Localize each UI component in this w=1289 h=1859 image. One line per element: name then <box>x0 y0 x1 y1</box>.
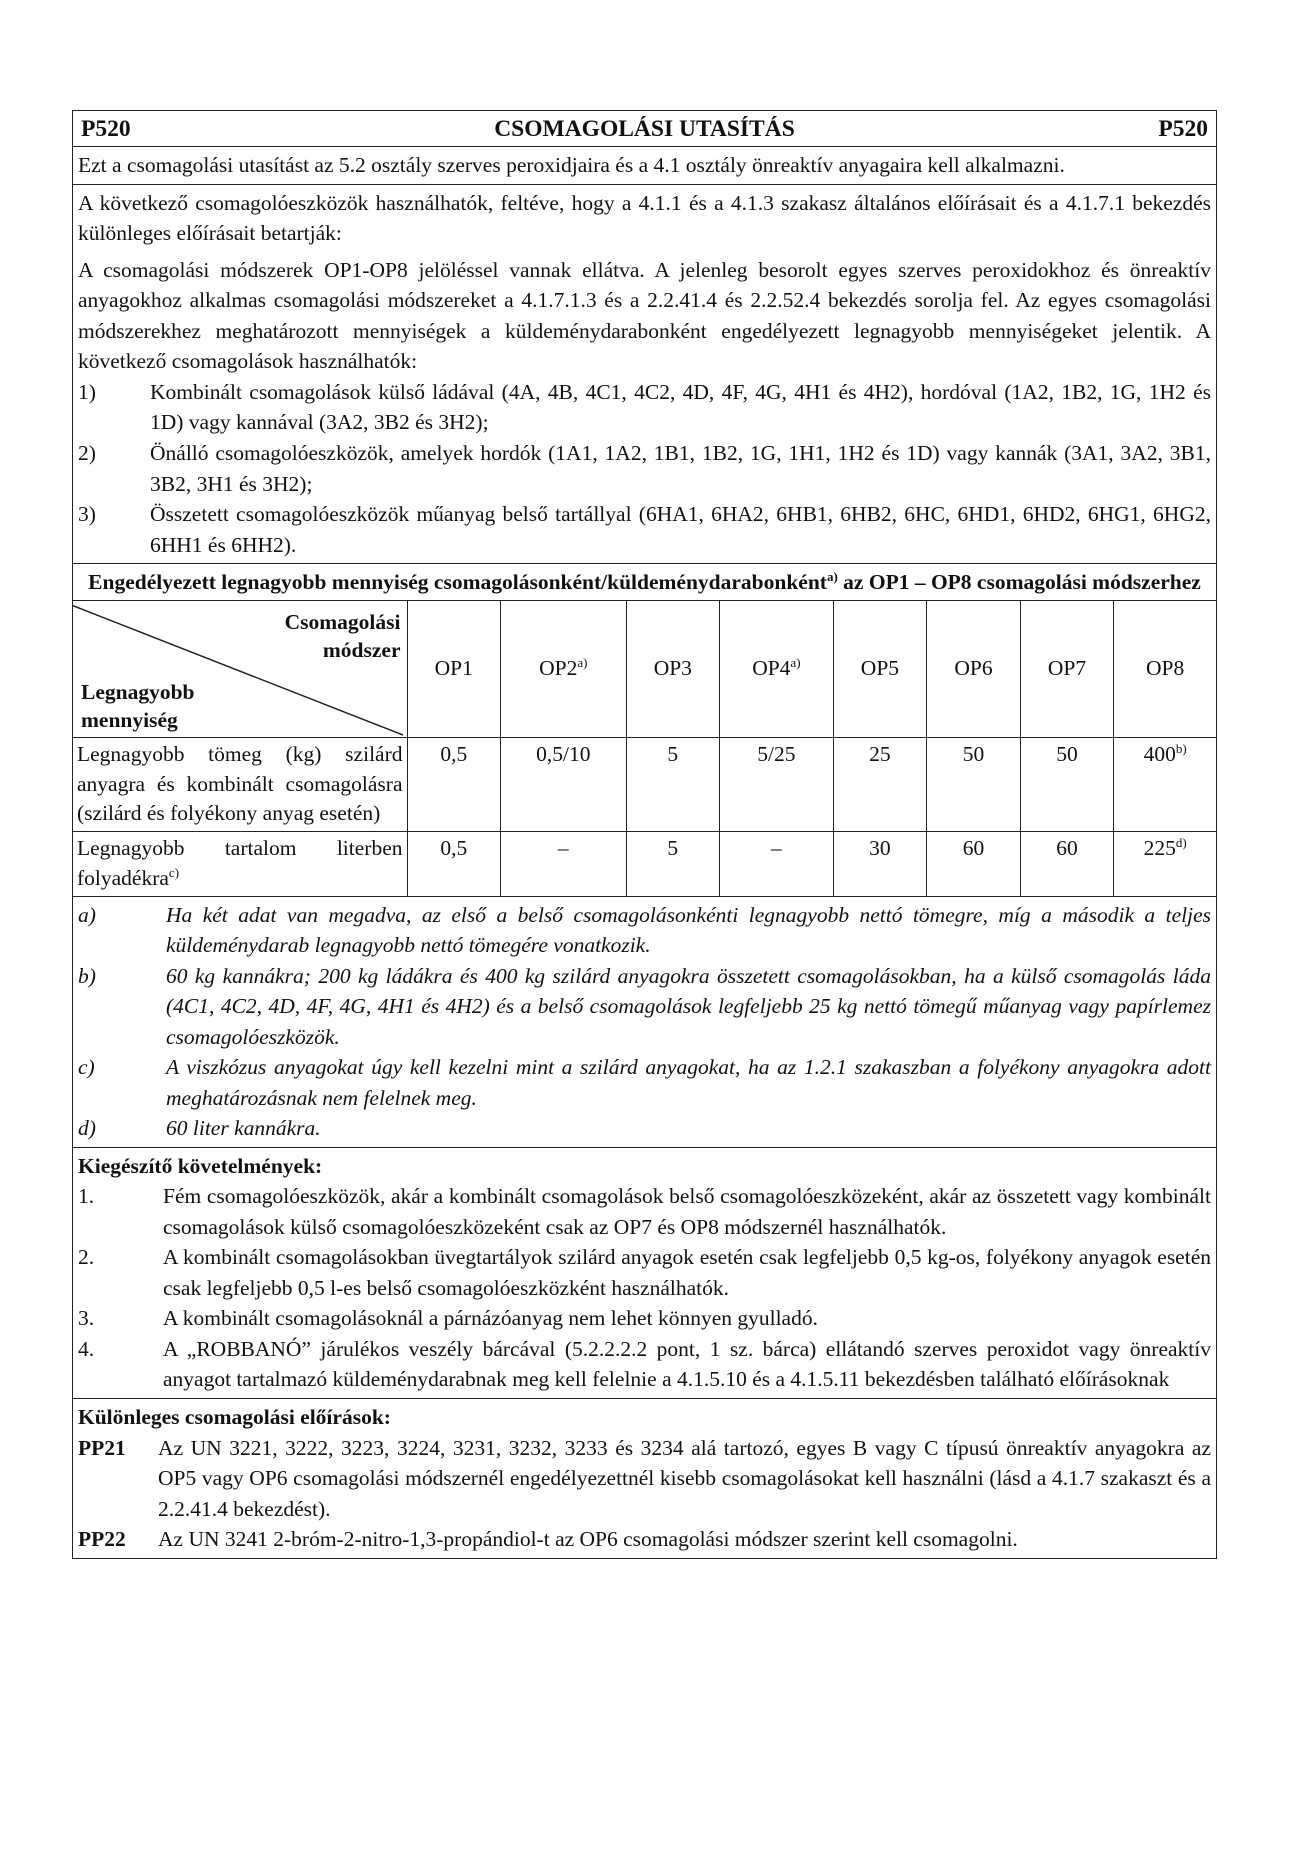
list-item-text: A „ROBBANÓ” járulékos veszély bárcával (5.2.2.2.2 pont, 1 sz. bárca) ellátandó szerves peroxidot vagy önreaktív anyagot tartalmazó küldeménydarabnak meg kell felelnie a 4.1.5.10 és a 4.1.5.11 bekezdésben található előírásoknak <box>163 1336 1211 1392</box>
conditions-paragraph: A következő csomagolóeszközök használhatók, feltéve, hogy a 4.1.1 és a 4.1.3 szakasz általános előírásait és a 4.1.7.1 bekezdés különleges előírásait betartják: <box>78 190 1211 246</box>
footnote-key: d) <box>78 1116 96 1141</box>
scope-paragraph: Ezt a csomagolási utasítást az 5.2 osztály szerves peroxidjaira és a 4.1 osztály önreaktív anyagaira kell alkalmazni. <box>73 147 1216 185</box>
table-cell: 60 <box>927 832 1021 896</box>
list-item-number: 2. <box>78 1245 95 1270</box>
table-cell: 0,5/10 <box>501 738 626 832</box>
list-item-text: Összetett csomagolóeszközök műanyag belső tartállyal (6HA1, 6HA2, 6HB1, 6HB2, 6HC, 6HD1, 6HD2, 6HG1, 6HG2, 6HH1 és 6HH2). <box>150 502 1211 557</box>
list-item <box>78 377 1211 438</box>
document-header <box>73 111 1216 147</box>
table-cell: 50 <box>927 738 1021 832</box>
footnote <box>78 900 1211 961</box>
provision-code: PP21 <box>78 1435 126 1460</box>
footnote-key: c) <box>78 1055 95 1080</box>
footnote-text: 60 kg kannákra; 200 kg ládákra és 400 kg szilárd anyagokra összetett csomagolásokban, ha a külső csomagolás láda (4C1, 4C2, 4D, 4F, 4G, 4H1 és 4H2) és a belső csomagolások legfeljebb 25 kg nettó tömegű műanyag vagy papírlemez csomagolóeszközök. <box>166 963 1211 1049</box>
corner-header-cell <box>73 601 407 738</box>
provision-text: Az UN 3241 2-bróm-2-nitro-1,3-propándiol-t az OP6 csomagolási módszer szerint kell csomagolni. <box>158 1527 1018 1552</box>
table-header-row <box>73 601 1216 738</box>
column-header-op5: OP5 <box>833 601 927 738</box>
footnote-key: a) <box>78 902 96 927</box>
table-cell: 25 <box>833 738 927 832</box>
table-footnotes <box>73 897 1216 1148</box>
header-right-code: P520 <box>1158 116 1208 142</box>
list-item-number: 1. <box>78 1184 95 1209</box>
supplementary-title: Kiegészítő követelmények: <box>78 1153 323 1178</box>
provision-item <box>78 1524 1211 1555</box>
list-item-text: A kombinált csomagolásoknál a párnázóanyag nem lehet könnyen gyulladó. <box>163 1306 818 1331</box>
column-header-op6: OP6 <box>927 601 1021 738</box>
provision-code: PP22 <box>78 1527 126 1552</box>
table-cell: 0,5 <box>407 832 501 896</box>
table-cell: – <box>501 832 626 896</box>
quantity-table-title <box>73 564 1216 601</box>
table-title-part1: Engedélyezett legnagyobb mennyiség csomagolásonként/küldeménydarabonként <box>88 570 827 595</box>
footnote-key: b) <box>78 963 96 988</box>
footnote-text: 60 liter kannákra. <box>166 1116 321 1141</box>
list-item-text: Kombinált csomagolások külső ládával (4A, 4B, 4C1, 4C2, 4D, 4F, 4G, 4H1 és 4H2), hordóval (1A2, 1B2, 1G, 1H2 és 1D) vagy kannával (3A2, 3B2 és 3H2); <box>150 379 1211 435</box>
special-packing-provisions <box>73 1399 1216 1558</box>
provision-item <box>78 1433 1211 1525</box>
footnote <box>78 1052 1211 1113</box>
table-row <box>73 832 1216 896</box>
row-label-mass: Legnagyobb tömeg (kg) szilárd anyagra és kombinált csomagolásra (szilárd és folyékony anyag esetén) <box>73 738 407 832</box>
list-item-number: 1) <box>78 379 96 404</box>
packing-instruction-document <box>72 110 1217 1559</box>
list-item-number: 4. <box>78 1336 95 1361</box>
column-header-op2: OP2$^{a)}$ <box>501 601 626 738</box>
corner-bottom-label: Legnagyobb mennyiség <box>81 680 195 733</box>
table-row <box>73 738 1216 832</box>
table-cell: 5 <box>626 832 720 896</box>
supplementary-requirements <box>73 1148 1216 1399</box>
list-item-text: Fém csomagolóeszközök, akár a kombinált csomagolások belső csomagolóeszközeként, akár az összetett vagy kombinált csomagolások külső csomagolóeszközeként csak az OP7 és OP8 módszernél használhatók. <box>163 1184 1211 1239</box>
corner-top-label: Csomagolási módszer <box>284 610 401 663</box>
document-title: CSOMAGOLÁSI UTASÍTÁS <box>494 116 795 142</box>
table-title-part2: az OP1 – OP8 csomagolási módszerhez <box>837 570 1201 595</box>
list-item-text: A kombinált csomagolásokban üvegtartályok szilárd anyagok esetén csak legfeljebb 0,5 kg-os, folyékony anyagok esetén csak legfeljebb 0,5 l-es belső csomagolóeszközként használhatók. <box>163 1245 1211 1300</box>
list-item <box>78 438 1211 499</box>
list-item <box>78 499 1211 560</box>
methods-section <box>73 252 1216 564</box>
column-header-op1: OP1 <box>407 601 501 738</box>
table-cell: 0,5 <box>407 738 501 832</box>
row-label-liquid: Legnagyobb tartalom literben folyadékra$^{c)}$ <box>73 832 407 896</box>
provision-text: Az UN 3221, 3222, 3223, 3224, 3231, 3232, 3233 és 3234 alá tartozó, egyes B vagy C típusú önreaktív anyagokra az OP5 vagy OP6 csomagolási módszernél engedélyezettnél kisebb csomagolásokat kell használni (lásd a 4.1.7 szakaszt és a 2.2.41.4 bekezdést). <box>158 1435 1211 1521</box>
column-header-op7: OP7 <box>1020 601 1114 738</box>
table-cell: 5 <box>626 738 720 832</box>
footnote <box>78 1113 1211 1144</box>
column-header-op4: OP4$^{a)}$ <box>720 601 834 738</box>
list-item-text: Önálló csomagolóeszközök, amelyek hordók (1A1, 1A2, 1B1, 1B2, 1G, 1H1, 1H2 és 1D) vagy kannák (3A1, 3A2, 3B1, 3B2, 3H1 és 3H2); <box>150 441 1211 496</box>
table-cell: 5/25 <box>720 738 834 832</box>
table-cell: 60 <box>1020 832 1114 896</box>
footnote-text: Ha két adat van megadva, az első a belső csomagolásonkénti legnagyobb nettó tömegre, míg a második a teljes küldeménydarab legnagyobb nettó tömegére vonatkozik. <box>166 902 1211 958</box>
list-item <box>78 1303 1211 1334</box>
list-item <box>78 1181 1211 1242</box>
table-cell: 30 <box>833 832 927 896</box>
list-item <box>78 1334 1211 1395</box>
column-header-op3: OP3 <box>626 601 720 738</box>
header-left-code: P520 <box>81 116 131 142</box>
special-provisions-title: Különleges csomagolási előírások: <box>78 1405 391 1429</box>
quantity-table <box>73 601 1216 897</box>
list-item-number: 3) <box>78 502 96 527</box>
column-header-op8: OP8 <box>1114 601 1216 738</box>
list-item-number: 2) <box>78 441 96 465</box>
table-cell: 225$^{d)}$ <box>1114 832 1216 896</box>
table-cell: – <box>720 832 834 896</box>
methods-paragraph: A csomagolási módszerek OP1-OP8 jelöléssel vannak ellátva. A jelenleg besorolt egyes szerves peroxidokhoz és önreaktív anyagokhoz alkalmas csomagolási módszereket a 4.1.7.1.3 és a 2.2.41.4 és 2.2.52.4 bekezdés sorolja fel. Az egyes csomagolási módszerekhez meghatározott mennyiségek a küldeménydarabonként engedélyezett legnagyobb mennyiségeket jelentik. A következő csomagolások használhatók: <box>78 257 1211 374</box>
list-item <box>78 1242 1211 1303</box>
list-item-number: 3. <box>78 1306 95 1331</box>
table-cell: 400$^{b)}$ <box>1114 738 1216 832</box>
table-title-footnote: a) <box>826 568 838 584</box>
footnote <box>78 961 1211 1053</box>
table-cell: 50 <box>1020 738 1114 832</box>
footnote-text: A viszkózus anyagokat úgy kell kezelni mint a szilárd anyagokat, ha az 1.2.1 szakaszban a folyékony anyagokra adott meghatározásnak nem felelnek meg. <box>166 1055 1211 1110</box>
